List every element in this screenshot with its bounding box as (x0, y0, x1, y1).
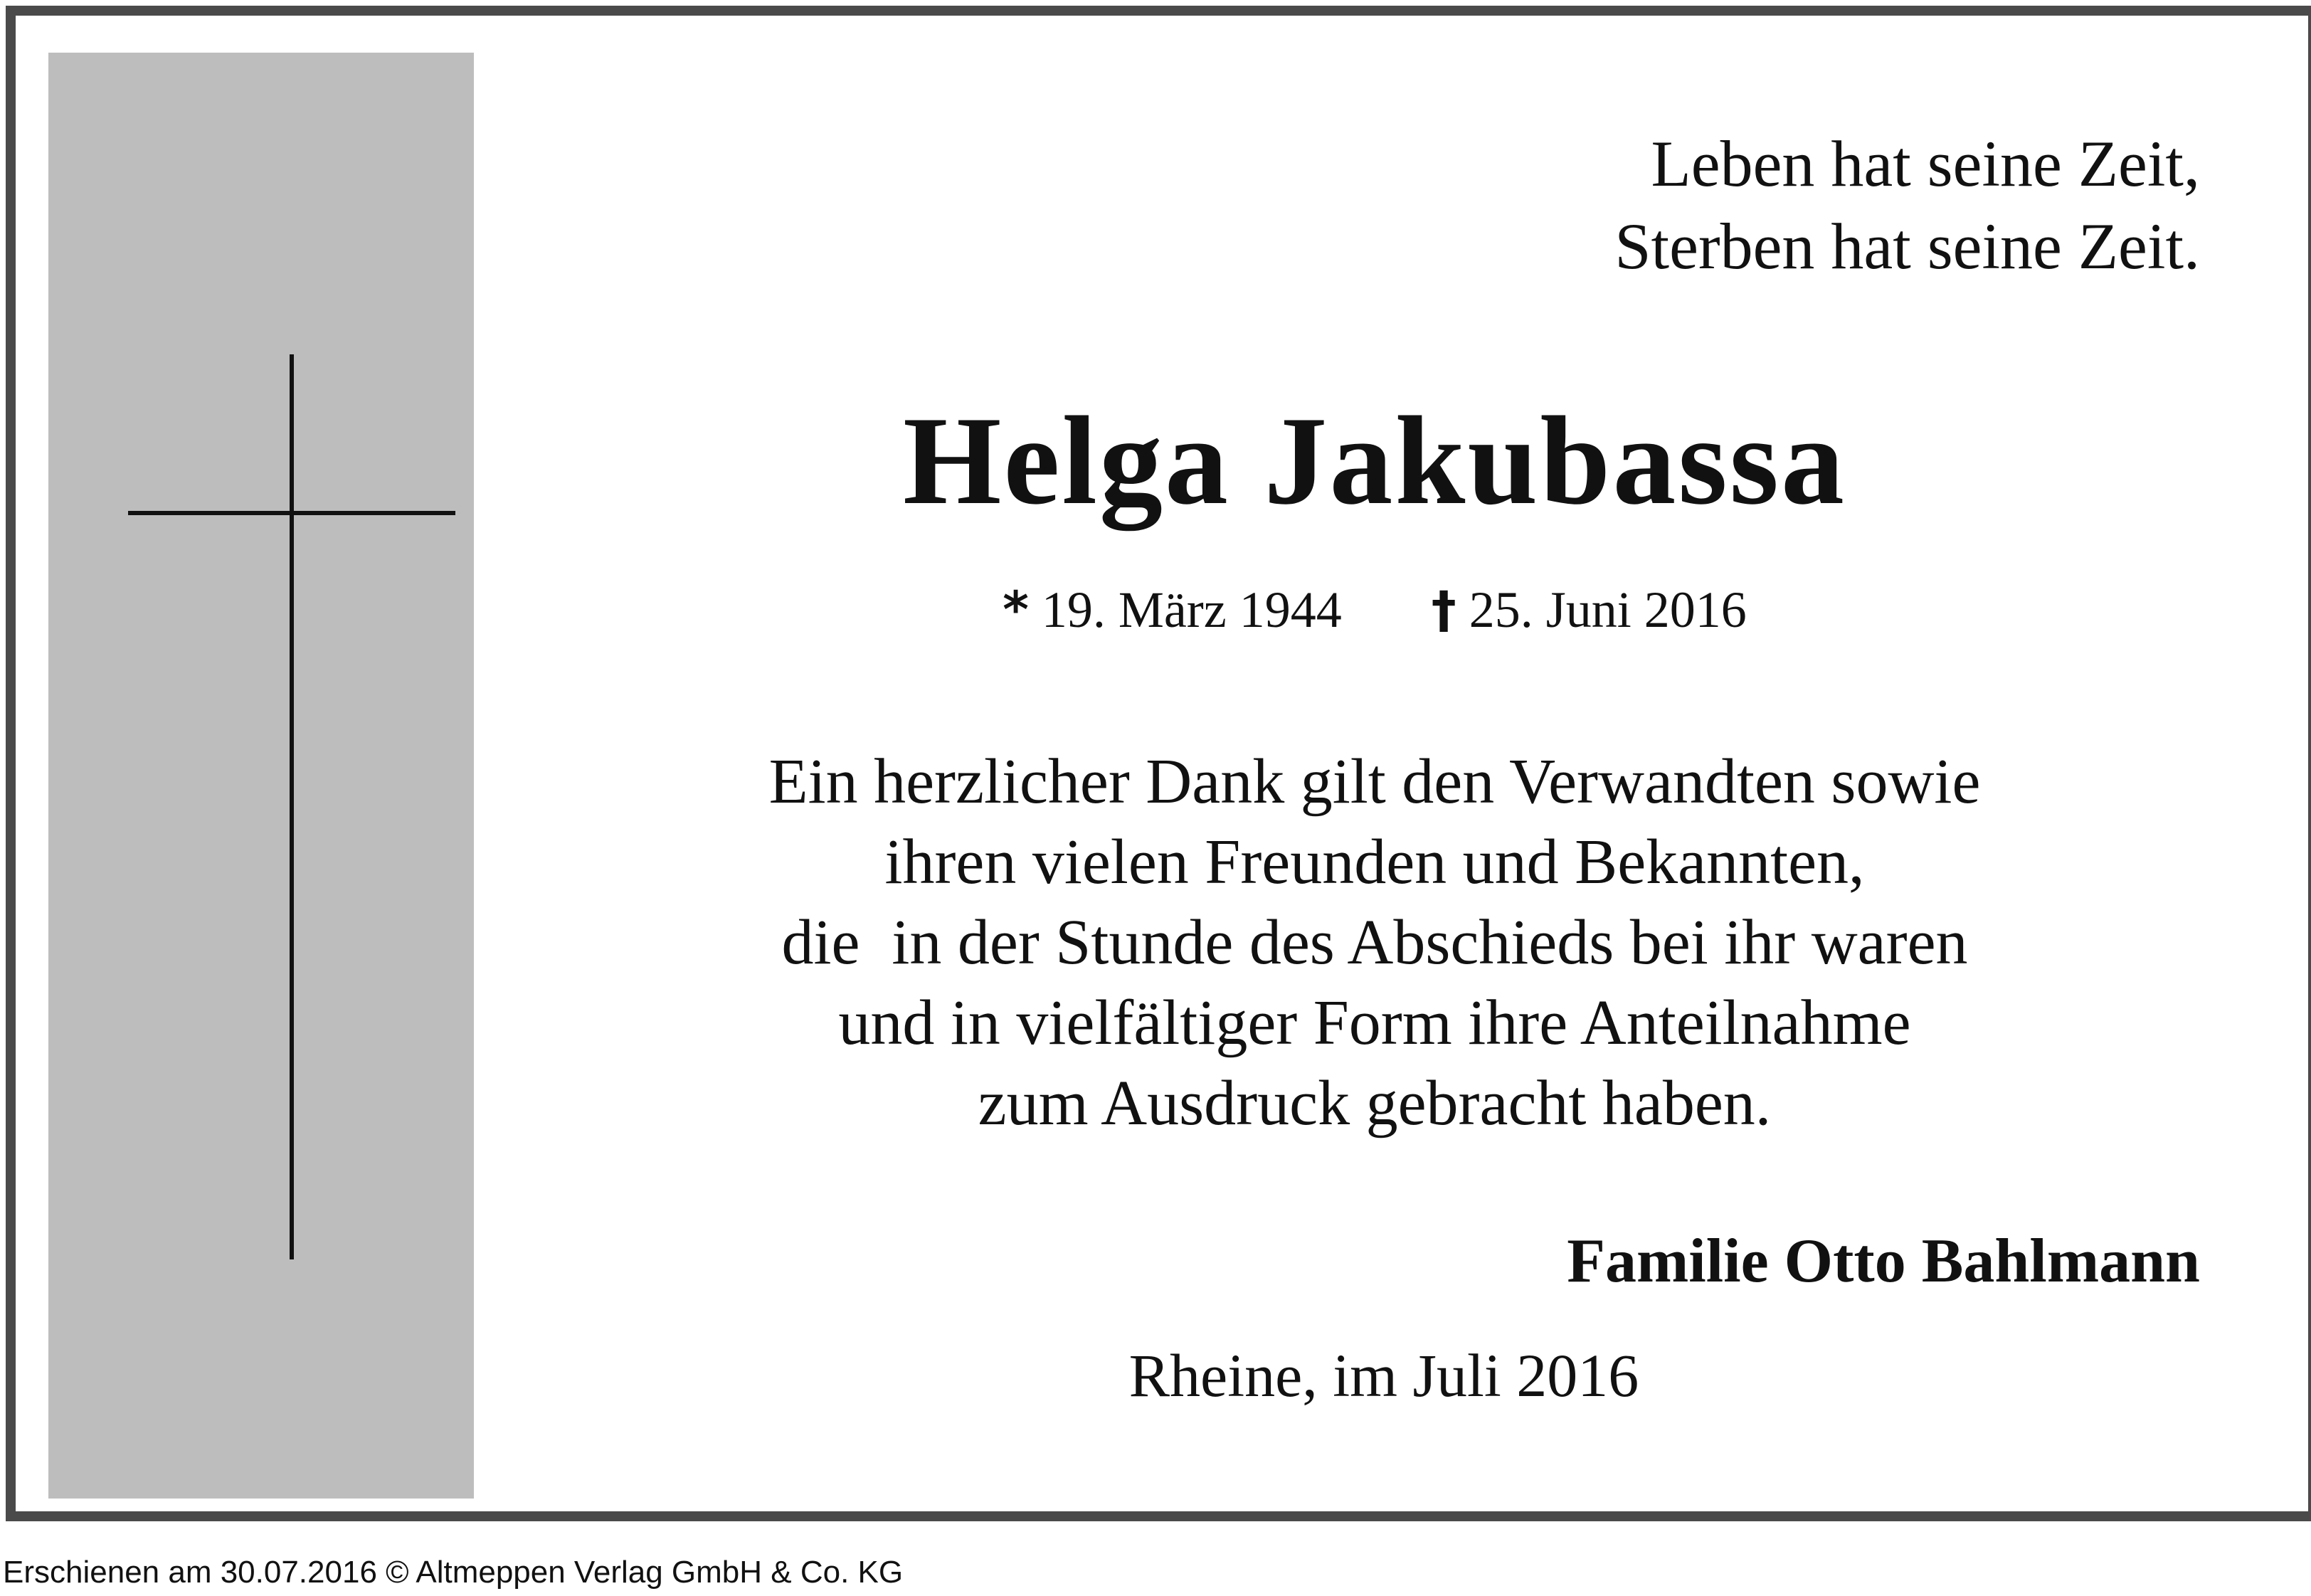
family-signature: Familie Otto Bahlmann (1567, 1227, 2200, 1296)
thank-you-message (16, 741, 2311, 1143)
life-dates (16, 578, 2311, 642)
message-line: und in vielfältiger Form ihre Anteilnahme (838, 988, 1911, 1058)
message-line: ihren vielen Freunden und Bekannten, (884, 827, 1865, 897)
message-line: die in der Stunde des Abschieds bei ihr waren (781, 907, 1968, 978)
birth-star-icon: * (1003, 581, 1029, 639)
publication-footer: Erschienen am 30.07.2016 © Altmeppen Verlag GmbH & Co. KG (3, 1555, 904, 1590)
birth-date: 19. März 1944 (1041, 581, 1342, 638)
motto-line: Leben hat seine Zeit, (1651, 127, 2200, 200)
place-date: Rheine, im Juli 2016 (1128, 1341, 1639, 1410)
death-date: 25. Juni 2016 (1469, 581, 1747, 638)
death-cross-icon: † (1431, 581, 1456, 639)
message-line: Ein herzlicher Dank gilt den Verwandten sowie (768, 746, 1981, 817)
obituary-notice (6, 6, 2311, 1521)
motto (1614, 122, 2200, 287)
message-line: zum Ausdruck gebracht haben. (978, 1068, 1772, 1138)
deceased-name: Helga Jakubassa (903, 390, 1846, 531)
motto-line: Sterben hat seine Zeit. (1614, 210, 2200, 282)
